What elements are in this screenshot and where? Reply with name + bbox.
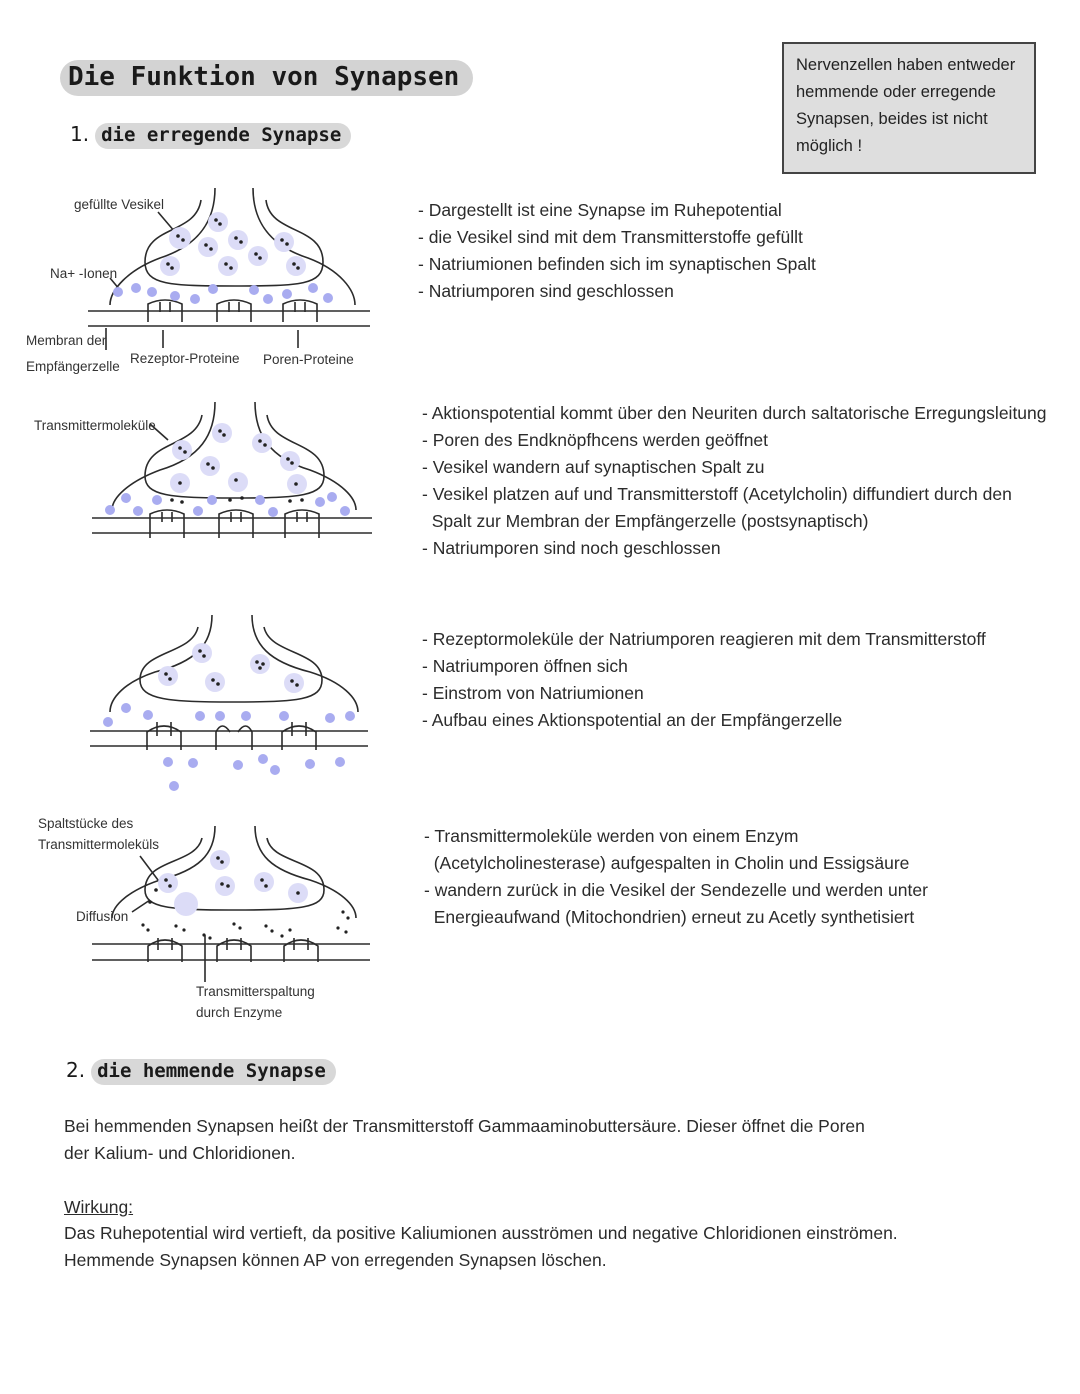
bullet-line: (Acetylcholinesterase) aufgespalten in Cholin und Essigsäure	[424, 853, 910, 873]
section-1-title: die erregende Synapse	[95, 123, 351, 149]
effect-line: Das Ruhepotential wird vertieft, da positive Kaliumionen ausströmen und negative Chloridionen einströmen.	[64, 1223, 898, 1243]
paragraph-line: der Kalium- und Chloridionen.	[64, 1143, 296, 1163]
label-pore-proteins: Poren-Proteine	[263, 352, 354, 367]
label-transmitter-molecules: Transmittermoleküle	[34, 418, 156, 433]
bullet-line: Spalt zur Membran der Empfängerzelle (postsynaptisch)	[422, 511, 869, 531]
label-na-ions: Na+ -Ionen	[50, 266, 118, 281]
bullet-line: - Vesikel wandern auf synaptischen Spalt zu	[422, 457, 765, 477]
effect-text	[64, 1220, 1064, 1274]
paragraph-line: Bei hemmenden Synapsen heißt der Transmitterstoff Gammaaminobuttersäure. Dieser öffnet die Poren	[64, 1116, 865, 1136]
effect-label: Wirkung:	[64, 1197, 134, 1217]
inhibitory-paragraph	[64, 1113, 1024, 1167]
bullets-diagram-4	[424, 823, 928, 931]
bullet-line: - Dargestellt ist eine Synapse im Ruhepotential	[418, 200, 782, 220]
label-enzyme-cleavage-2: durch Enzyme	[196, 1005, 283, 1020]
page-title: Die Funktion von Synapsen	[60, 60, 473, 96]
bullet-line: Energieaufwand (Mitochondrien) erneut zu Acetly synthetisiert	[424, 907, 915, 927]
bullet-line: - Einstrom von Natriumionen	[422, 683, 644, 703]
bullet-line: - Natriumporen öffnen sich	[422, 656, 628, 676]
bullet-line: - wandern zurück in die Vesikel der Sendezelle und werden unter	[424, 880, 928, 900]
bullet-line: - Natriumionen befinden sich im synaptischen Spalt	[418, 254, 816, 274]
bullet-line: - Rezeptormoleküle der Natriumporen reagieren mit dem Transmitterstoff	[422, 629, 986, 649]
label-fragments-2: Transmittermoleküls	[38, 837, 160, 852]
section-2-heading	[66, 1058, 336, 1085]
bullet-line: - Aktionspotential kommt über den Neuriten durch saltatorische Erregungsleitung	[422, 403, 1047, 423]
label-filled-vesicles: gefüllte Vesikel	[74, 197, 165, 212]
effect-line: Hemmende Synapsen können AP von erregenden Synapsen löschen.	[64, 1250, 607, 1270]
bullet-line: - Transmittermoleküle werden von einem Enzym	[424, 826, 799, 846]
bullet-line: - Natriumporen sind geschlossen	[418, 281, 674, 301]
label-diffusion: Diffusion	[76, 909, 129, 924]
note-box: Nervenzellen haben entweder hemmende oder erregende Synapsen, beides ist nicht möglich !	[782, 42, 1036, 174]
label-receptor-proteins: Rezeptor-Proteine	[130, 351, 240, 366]
label-fragments-1: Spaltstücke des	[38, 816, 134, 831]
bullet-line: - Aufbau eines Aktionspotential an der Empfängerzelle	[422, 710, 843, 730]
bullet-line: - Natriumporen sind noch geschlossen	[422, 538, 721, 558]
bullet-line: - Vesikel platzen auf und Transmitterstoff (Acetylcholin) diffundiert durch den	[422, 484, 1012, 504]
section-2-number: 2.	[66, 1058, 86, 1082]
label-enzyme-cleavage-1: Transmitterspaltung	[196, 984, 315, 999]
bullet-line: - Poren des Endknöpfhcens werden geöffnet	[422, 430, 769, 450]
section-1-number: 1.	[70, 122, 90, 146]
label-membrane-1: Membran der	[26, 333, 107, 348]
label-membrane-2: Empfängerzelle	[26, 359, 120, 374]
section-2-title: die hemmende Synapse	[91, 1059, 336, 1085]
bullet-line: - die Vesikel sind mit dem Transmitterstoffe gefüllt	[418, 227, 803, 247]
